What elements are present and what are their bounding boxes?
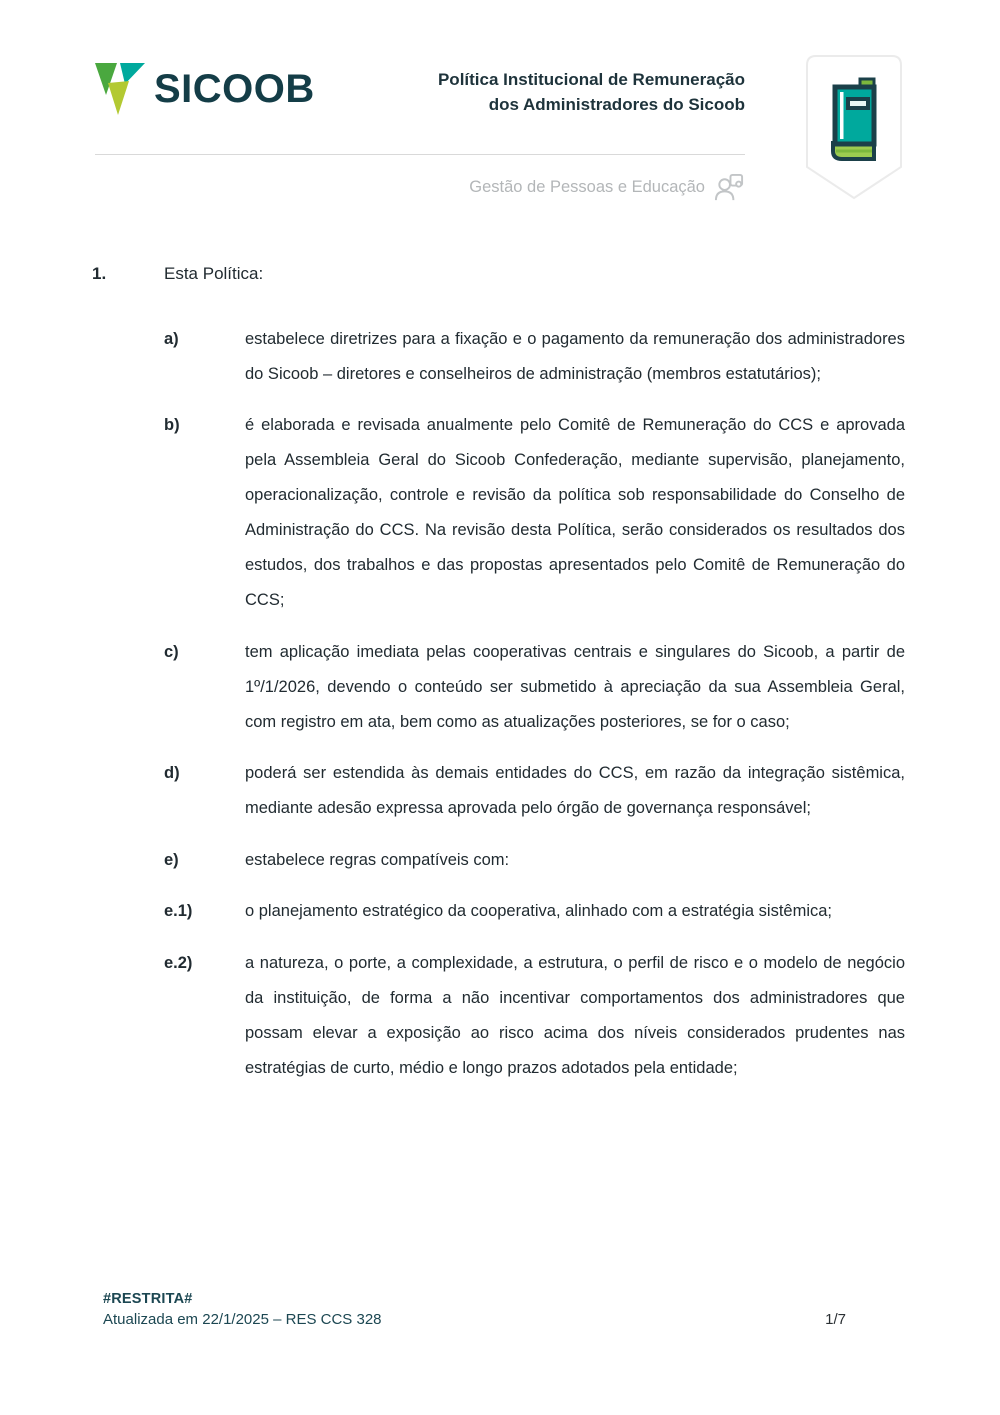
document-title-line1: Política Institucional de Remuneração bbox=[437, 70, 745, 89]
book-icon bbox=[806, 55, 902, 201]
policy-item bbox=[0, 843, 1000, 878]
policy-item bbox=[0, 322, 1000, 392]
updated-label: Atualizada em 22/1/2025 – RES CCS 328 bbox=[103, 1311, 382, 1328]
classification-label: #RESTRITA# bbox=[103, 1291, 193, 1307]
policy-item bbox=[0, 635, 1000, 740]
policy-item-label: e.2) bbox=[164, 953, 193, 972]
policy-item-text: a natureza, o porte, a complexidade, a estrutura, o perfil de risco e o modelo de negócio da instituição, de forma a não incentivar comportamentos dos administradores que possam elevar a exposição ao risco acima dos níveis considerados prudentes nas estratégias de curto, médio e longo prazos adotados pela entidade; bbox=[245, 953, 905, 1077]
sicoob-logo bbox=[95, 62, 315, 116]
policy-item-label: e) bbox=[164, 850, 179, 869]
document-type-badge bbox=[806, 55, 902, 201]
policy-item bbox=[0, 408, 1000, 618]
policy-item bbox=[0, 894, 1000, 929]
policy-items bbox=[0, 305, 1000, 1102]
policy-item bbox=[0, 946, 1000, 1086]
policy-item-text: estabelece diretrizes para a fixação e o pagamento da remuneração dos administradores do Sicoob – diretores e conselheiros de administração (membros estatutários); bbox=[245, 329, 905, 383]
policy-item-text: estabelece regras compatíveis com: bbox=[245, 850, 510, 869]
department-row bbox=[469, 172, 745, 203]
policy-item-label: b) bbox=[164, 416, 180, 434]
policy-item-text: tem aplicação imediata pelas cooperativas centrais e singulares do Sicoob, a partir de 1º/1/2026, devendo o conteúdo ser submetido à apreciação da sua Assembleia Geral, com registro em ata, bem como as atualizações posteriores, se for o caso; bbox=[245, 642, 905, 731]
policy-item-label: e.1) bbox=[164, 902, 193, 920]
header-divider bbox=[95, 154, 745, 155]
section-title: Esta Política: bbox=[164, 264, 264, 283]
policy-item-text: poderá ser estendida às demais entidades do CCS, em razão da integração sistêmica, mediante adesão expressa aprovada pelo órgão de governança responsável; bbox=[245, 764, 905, 817]
document-title bbox=[438, 67, 745, 117]
policy-item-text: é elaborada e revisada anualmente pelo Comitê de Remuneração do CCS e aprovada pela Assembleia Geral do Sicoob Confederação, mediante supervisão, planejamento, operacionalização, controle e revisão da política sob responsabilidade do Conselho de Administração do CCS. Na revisão desta Política, serão considerados os resultados dos estudos, dos trabalhos e das propostas apresentados pelo Comitê de Remuneração do CCS; bbox=[245, 416, 905, 609]
policy-item-label: c) bbox=[164, 642, 179, 661]
section-number: 1. bbox=[92, 264, 107, 283]
document-title-line2: dos Administradores do Sicoob bbox=[488, 95, 745, 114]
department-label: Gestão de Pessoas e Educação bbox=[469, 178, 705, 196]
policy-item bbox=[0, 756, 1000, 826]
page-number: 1/7 bbox=[825, 1311, 846, 1328]
sicoob-logo-mark-icon bbox=[95, 62, 145, 116]
sicoob-logo-text: SICOOB bbox=[154, 67, 315, 111]
policy-item-label: a) bbox=[164, 329, 179, 348]
person-education-icon bbox=[714, 172, 745, 203]
policy-item-label: d) bbox=[164, 764, 180, 782]
policy-item-text: o planejamento estratégico da cooperativa, alinhado com a estratégia sistêmica; bbox=[245, 902, 833, 920]
